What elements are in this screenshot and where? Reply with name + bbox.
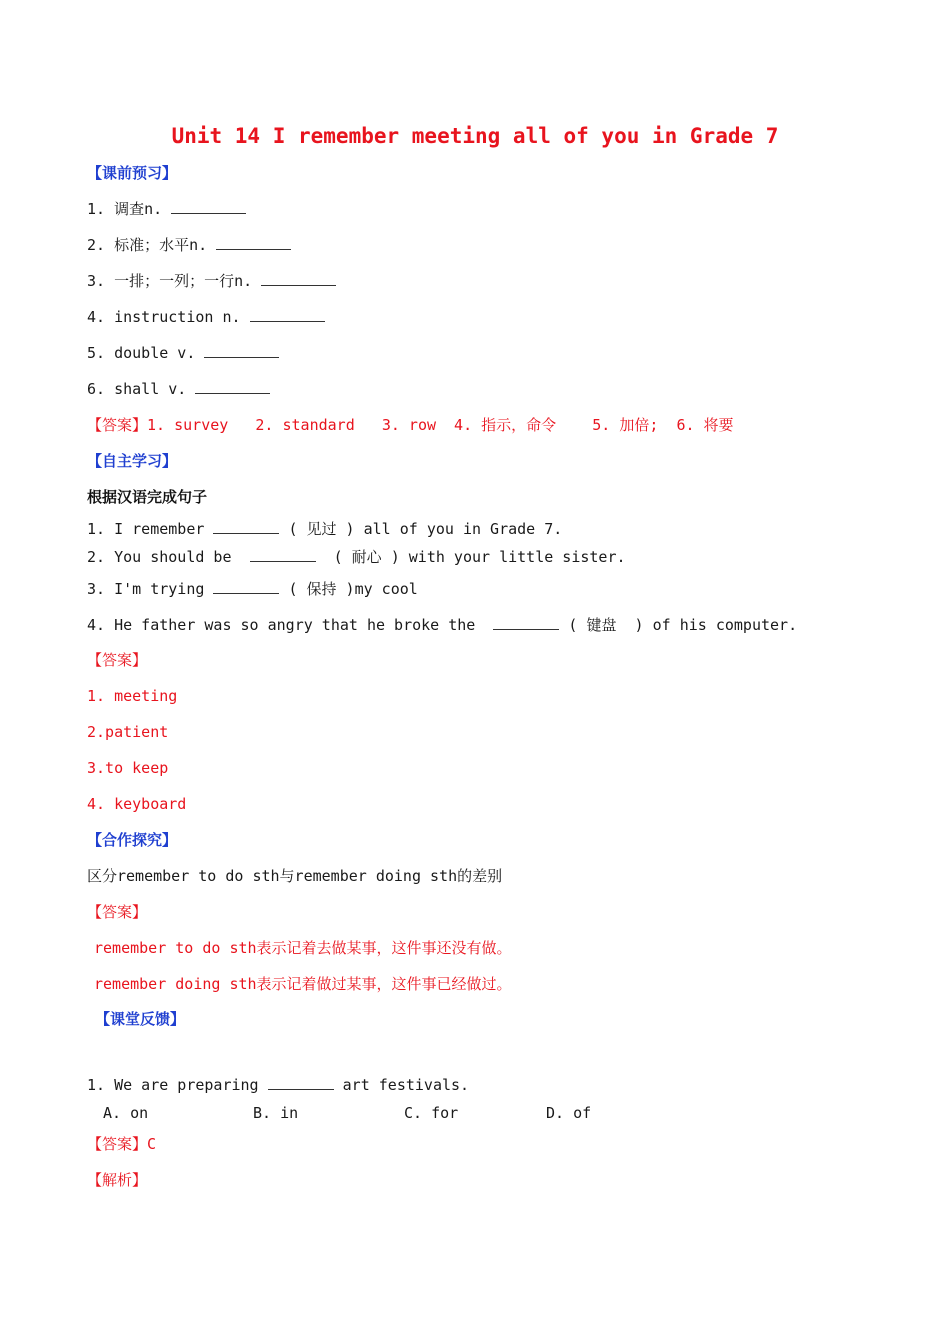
- preview-item-text: 4. instruction n.: [87, 308, 250, 326]
- option-d[interactable]: D. of: [546, 1104, 592, 1122]
- cooperate-answer-label: 【答案】: [87, 903, 148, 921]
- answer-blank[interactable]: [250, 307, 325, 322]
- page-title: Unit 14 I remember meeting all of you in Grade 7: [171, 124, 779, 148]
- sentence-item: [87, 615, 797, 635]
- sentence-post: ( 见过 ) all of you in Grade 7.: [279, 520, 563, 538]
- self-study-answer-label: 【答案】: [87, 651, 148, 669]
- sentence-item: [87, 547, 626, 567]
- self-study-instruction: 根据汉语完成句子: [87, 488, 208, 506]
- answer-blank[interactable]: [493, 615, 559, 630]
- option-c[interactable]: C. for: [404, 1104, 459, 1122]
- answer-value: C: [147, 1135, 157, 1153]
- cooperate-question: 区分remember to do sth与remember doing sth的差别: [87, 867, 503, 885]
- question-post: art festivals.: [333, 1076, 470, 1094]
- self-study-answer: 1. meeting: [87, 687, 178, 705]
- self-study-answer: 4. keyboard: [87, 795, 187, 813]
- preview-item-text: 3. 一排；一列；一行n.: [87, 272, 262, 290]
- preview-item-text: 1. 调查n.: [87, 200, 172, 218]
- question-pre: 1. We are preparing: [87, 1076, 268, 1094]
- preview-answer: [87, 415, 734, 435]
- self-study-answer: 2.patient: [87, 723, 169, 741]
- option-b[interactable]: B. in: [253, 1104, 299, 1122]
- answer-blank[interactable]: [250, 547, 316, 562]
- option-a[interactable]: A. on: [103, 1104, 149, 1122]
- preview-item-text: 2. 标准；水平n.: [87, 236, 217, 254]
- sentence-pre: 1. I remember: [87, 520, 214, 538]
- answer-blank[interactable]: [213, 579, 279, 594]
- preview-item: [87, 199, 246, 219]
- answer-blank[interactable]: [261, 271, 336, 286]
- feedback-question: [87, 1075, 469, 1095]
- answer-blank[interactable]: [216, 235, 291, 250]
- preview-item: [87, 343, 279, 363]
- sentence-pre: 2. You should be: [87, 548, 250, 566]
- cooperate-answer: remember doing sth表示记着做过某事，这件事已经做过。: [94, 975, 512, 993]
- sentence-post: ( 耐心 ) with your little sister.: [315, 548, 626, 566]
- answer-blank[interactable]: [195, 379, 270, 394]
- feedback-answer: [87, 1134, 156, 1154]
- answer-label: 【答案】: [87, 416, 148, 434]
- answer-blank[interactable]: [268, 1075, 334, 1090]
- section-heading-feedback: 【课堂反馈】: [95, 1010, 186, 1028]
- preview-item: [87, 307, 325, 327]
- sentence-item: [87, 519, 562, 539]
- analysis-label: 【解析】: [87, 1171, 148, 1189]
- sentence-post: ( 键盘 ) of his computer.: [559, 616, 798, 634]
- answer-blank[interactable]: [204, 343, 279, 358]
- preview-item-text: 6. shall v.: [87, 380, 196, 398]
- cooperate-answer: remember to do sth表示记着去做某事，这件事还没有做。: [94, 939, 512, 957]
- answer-text: 1. survey 2. standard 3. row 4. 指示，命令 5. 加倍; 6. 将要: [147, 416, 734, 434]
- answer-blank[interactable]: [171, 199, 246, 214]
- sentence-pre: 3. I'm trying: [87, 580, 214, 598]
- preview-item: [87, 379, 270, 399]
- answer-label: 【答案】: [87, 1135, 148, 1153]
- section-heading-preview: 【课前预习】: [87, 164, 178, 182]
- section-heading-self-study: 【自主学习】: [87, 452, 178, 470]
- sentence-pre: 4. He father was so angry that he broke the: [87, 616, 494, 634]
- preview-item: [87, 235, 291, 255]
- sentence-post: ( 保持 )my cool: [279, 580, 418, 598]
- section-heading-cooperate: 【合作探究】: [87, 831, 178, 849]
- sentence-item: [87, 579, 418, 599]
- self-study-answer: 3.to keep: [87, 759, 169, 777]
- answer-blank[interactable]: [213, 519, 279, 534]
- preview-item: [87, 271, 336, 291]
- preview-item-text: 5. double v.: [87, 344, 205, 362]
